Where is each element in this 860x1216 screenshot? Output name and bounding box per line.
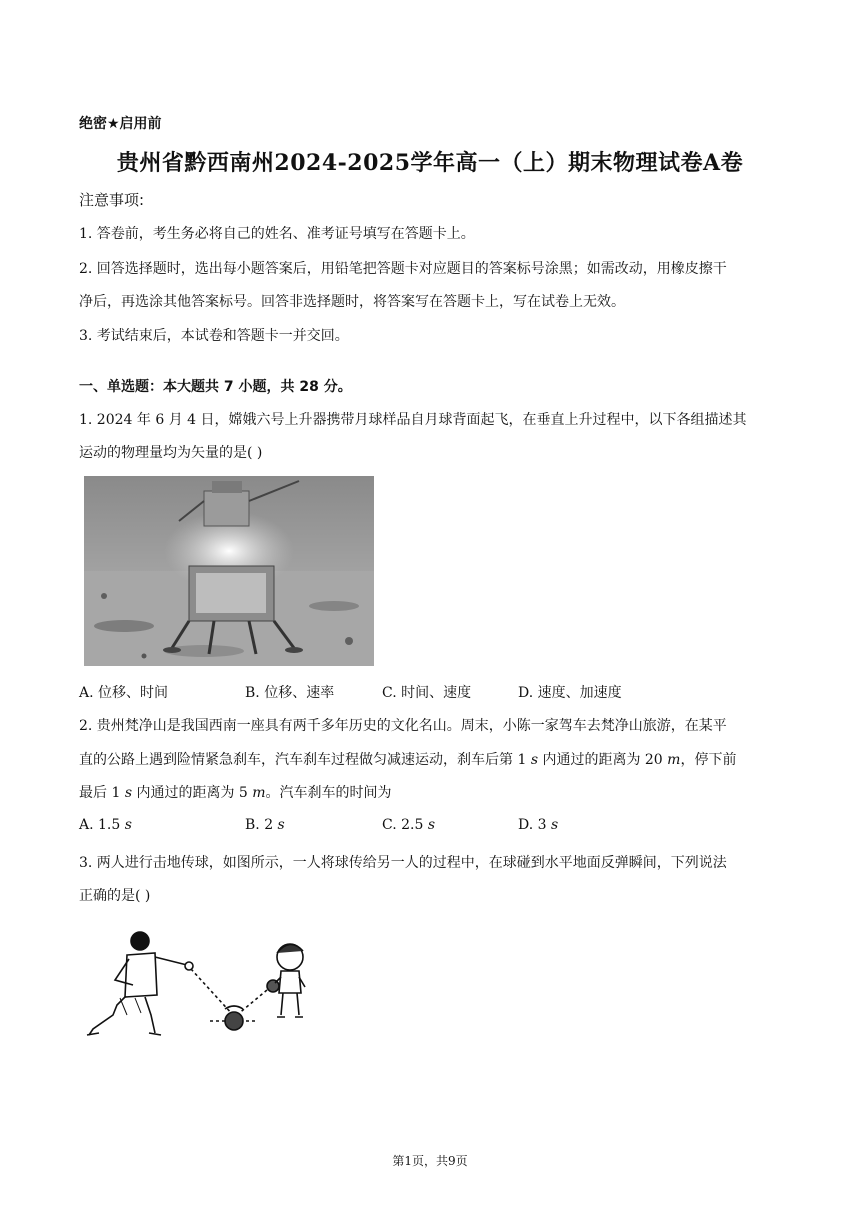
notice-item: 3. 考试结束后，本试卷和答题卡一并交回。 — [79, 328, 349, 344]
bounce-pass-figure — [85, 925, 325, 1050]
question-3-line-2: 正确的是( ) — [79, 888, 151, 904]
q2-option-c: C. 2.5 s — [382, 817, 436, 833]
q1-option-b: B. 位移、速率 — [245, 685, 335, 701]
question-2-line-1: 2. 贵州梵净山是我国西南一座具有两千多年历史的文化名山。周末，小陈一家驾车去梵净山旅游，在某平 — [79, 718, 727, 734]
notice-item: 2. 回答选择题时，选出每小题答案后，用铅笔把答题卡对应题目的答案标号涂黑；如需改动，用橡皮擦干 — [79, 261, 727, 277]
q1-option-d: D. 速度、加速度 — [518, 685, 622, 701]
section-title: 一、单选题：本大题共 7 小题，共 28 分。 — [79, 379, 352, 395]
question-3-line-1: 3. 两人进行击地传球，如图所示，一人将球传给另一人的过程中，在球碰到水平地面反弹瞬间，下列说法 — [79, 855, 727, 871]
exam-title: 贵州省黔西南州2024-2025学年高一（上）期末物理试卷A卷 — [116, 150, 744, 176]
confidential-mark: 绝密★启用前 — [79, 116, 162, 132]
notice-heading: 注意事项: — [79, 191, 145, 209]
notice-item: 净后，再选涂其他答案标号。回答非选择题时，将答案写在答题卡上，写在试卷上无效。 — [79, 294, 625, 310]
q2-option-b: B. 2 s — [245, 817, 285, 833]
lunar-lander-photo — [84, 476, 374, 666]
question-2-line-2: 直的公路上遇到险情紧急刹车，汽车刹车过程做匀减速运动，刹车后第 1 s 内通过的距离为 20 m，停下前 — [79, 752, 737, 768]
q2-option-d: D. 3 s — [518, 817, 559, 833]
page-number: 第1页，共9页 — [392, 1154, 468, 1168]
q2-option-a: A. 1.5 s — [79, 817, 132, 833]
q1-option-c: C. 时间、速度 — [382, 685, 472, 701]
q1-option-a: A. 位移、时间 — [79, 685, 169, 701]
notice-item: 1. 答卷前，考生务必将自己的姓名、准考证号填写在答题卡上。 — [79, 226, 475, 242]
question-2-line-3: 最后 1 s 内通过的距离为 5 m。汽车刹车的时间为 — [79, 785, 392, 801]
question-1-line-1: 1. 2024 年 6 月 4 日，嫦娥六号上升器携带月球样品自月球背面起飞，在垂直上升过程中，以下各组描述其 — [79, 412, 747, 428]
question-1-line-2: 运动的物理量均为矢量的是( ) — [79, 445, 263, 461]
